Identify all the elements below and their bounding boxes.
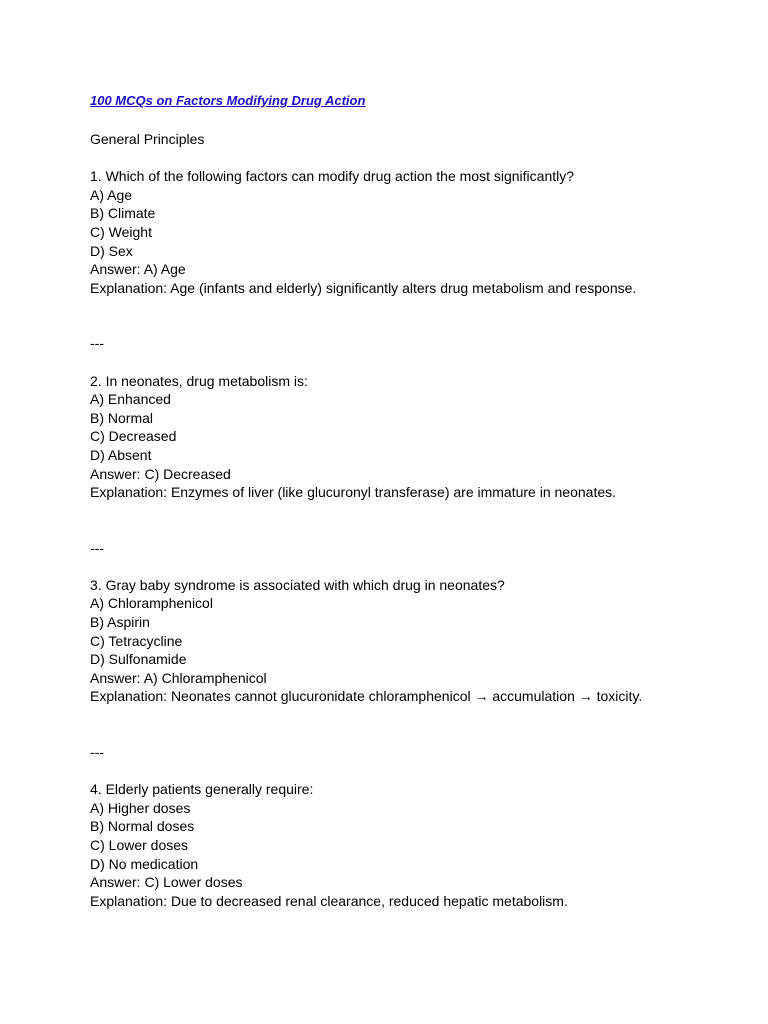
answer-line: Answer: C) Decreased (90, 465, 231, 482)
question-3 (90, 576, 730, 706)
explanation-line: Explanation: Enzymes of liver (like glucuronyl transferase) are immature in neonates. (90, 484, 617, 501)
option-d: D) Sulfonamide (90, 651, 187, 668)
section-heading: General Principles (90, 131, 205, 147)
option-d: D) Absent (90, 446, 152, 463)
option-c: C) Lower doses (90, 837, 189, 853)
option-c: C) Weight (90, 223, 152, 240)
separator: --- (90, 744, 104, 761)
option-a: A) Higher doses (90, 799, 191, 816)
question-4 (90, 780, 730, 910)
option-a: A) Enhanced (90, 391, 171, 408)
separator: --- (90, 335, 104, 352)
answer-line: Answer: A) Age (90, 261, 186, 278)
option-c: C) Decreased (90, 428, 177, 445)
option-a: A) Age (90, 186, 133, 203)
option-d: D) No medication (90, 855, 199, 872)
explanation-line: Explanation: Age (infants and elderly) significantly alters drug metabolism and response. (90, 279, 637, 296)
document-page (90, 92, 730, 910)
option-b: B) Climate (90, 205, 156, 222)
explanation-line: Explanation: Neonates cannot glucuronidate chloramphenicol → accumulation → toxicity. (90, 688, 643, 705)
option-b: B) Normal doses (90, 818, 195, 835)
option-b: B) Normal (90, 409, 154, 426)
question-stem: 1. Which of the following factors can modify drug action the most significantly? (90, 168, 575, 185)
question-stem: 3. Gray baby syndrome is associated with which drug in neonates? (90, 576, 505, 593)
question-stem: 2. In neonates, drug metabolism is: (90, 372, 308, 389)
question-2 (90, 372, 730, 502)
question-stem: 4. Elderly patients generally require: (90, 781, 314, 798)
option-b: B) Aspirin (90, 614, 150, 631)
answer-line: Answer: C) Lower doses (90, 874, 243, 891)
question-1 (90, 167, 730, 297)
document-title-link[interactable]: 100 MCQs on Factors Modifying Drug Action (90, 93, 366, 108)
option-d: D) Sex (90, 242, 133, 259)
answer-line: Answer: A) Chloramphenicol (90, 669, 267, 686)
separator: --- (90, 539, 104, 556)
option-c: C) Tetracycline (90, 632, 183, 649)
explanation-line: Explanation: Due to decreased renal clearance, reduced hepatic metabolism. (90, 892, 568, 909)
option-a: A) Chloramphenicol (90, 595, 213, 612)
